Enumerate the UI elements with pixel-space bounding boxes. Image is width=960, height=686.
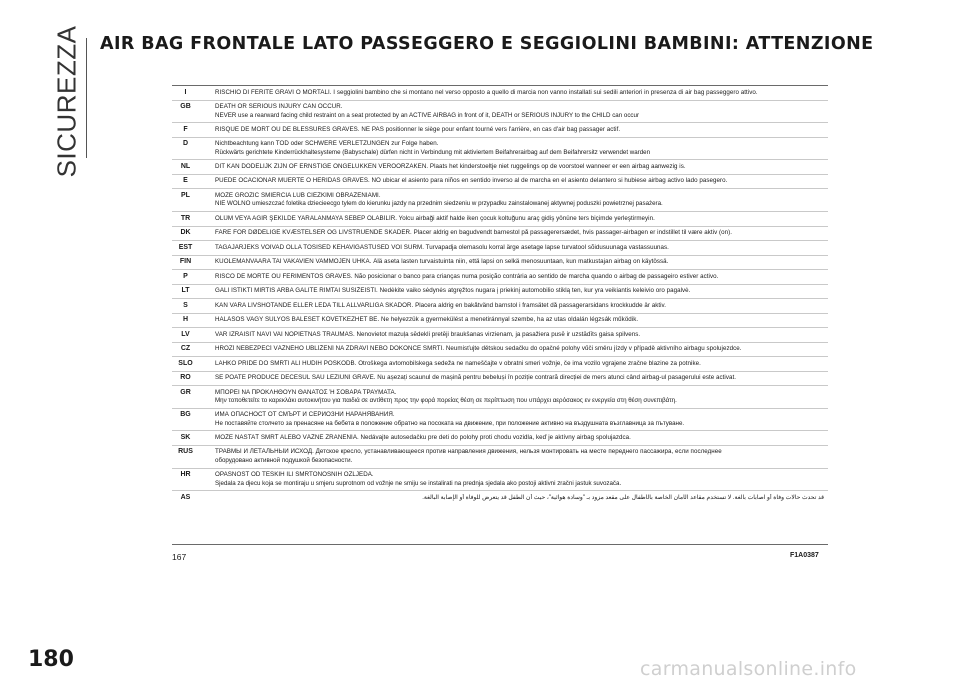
warning-row bbox=[172, 299, 828, 314]
warning-line: FARE FOR DØDELIGE KVÆSTELSER OG LIVSTRUENDE SKADER. Placer aldrig en bagudvendt barnestol på passagerersædet, hvis passager-airbagen er indstillet til være aktiv (on). bbox=[215, 229, 732, 237]
warning-row bbox=[172, 469, 828, 492]
warning-text bbox=[199, 177, 828, 186]
warning-text bbox=[199, 302, 828, 311]
warning-line: NIE WOLNO umieszczać foletika dziecieecgo tylem do kierunku jazdy na przednim siedzeniu w przypadku zainstalowanej aktywnej poduszki powietrznej pasażera. bbox=[215, 200, 663, 208]
language-code: D bbox=[182, 140, 189, 148]
warning-text bbox=[199, 215, 828, 224]
language-code: AS bbox=[180, 493, 191, 501]
warning-text bbox=[199, 389, 828, 406]
warning-line: DIT KAN DODELIJK ZIJN OF ERNSTIGE ONGELUKKEN VEROORZAKEN. Plaats het kinderstoeltje niet ruggelings op de voorstoel wanneer er een airbag aanwezig is. bbox=[215, 162, 686, 170]
language-code: S bbox=[183, 301, 188, 309]
warning-line: ÖLÜM VEYA AĞIR ŞEKİLDE YARALANMAYA SEBEP OLABİLİR. Yolcu airbaği aktif halde iken çocuk koltuğunu araç gidiş yönüne ters biçimde yerleştirmeyin. bbox=[215, 214, 655, 222]
warning-text bbox=[199, 163, 828, 172]
warning-line: RISQUE DE MORT OU DE BLESSURES GRAVES. NE PAS positionner le siège pour enfant tourné vers l'arrière, en cas d'air bag passager actif. bbox=[215, 125, 621, 133]
warning-text bbox=[199, 471, 828, 488]
warning-line: HALÁSOS VAGY SÚLYOS BALESET KÖVETKEZHET BE. Ne helyezzük a gyermekülést a menetiránnyal szembe, ha az utas oldalán légzsák működik. bbox=[215, 316, 639, 324]
warning-text bbox=[199, 494, 828, 503]
warning-row bbox=[172, 386, 828, 409]
language-code: DK bbox=[180, 229, 191, 237]
warning-line: KAN VARA LIVSHOTANDE ELLER LEDA TILL ALLVARLIGA SKADOR. Placera aldrig en bakåtvänd barnstol i framsätet då passagerarsidans krockkudde är aktiv. bbox=[215, 301, 667, 309]
language-code: RUS bbox=[178, 448, 193, 456]
language-code: GB bbox=[180, 103, 191, 110]
language-code: EST bbox=[178, 243, 193, 251]
warning-text bbox=[199, 244, 828, 253]
warning-text bbox=[199, 258, 828, 267]
warning-row bbox=[172, 409, 828, 432]
language-code: NL bbox=[180, 162, 191, 170]
warning-line: ΜΠΟΡΕΙ ΝΑ ΠΡΟΚΛΗΘΟΥΝ ΘΑΝΑΤΟΣ Ή ΣΟΒΑΡΑ ΤΡΑΥΜΑΤΑ. bbox=[215, 388, 397, 396]
warning-row bbox=[172, 212, 828, 227]
warning-row bbox=[172, 241, 828, 256]
warning-line: Sjedala za djecu koja se montiraju u smjeru suprotnom od vožnje ne smiju se instalirati na prednja sjedala ako postoji aktivni zračni jastuk suvozača. bbox=[215, 479, 622, 487]
warning-row bbox=[172, 343, 828, 358]
language-code: E bbox=[183, 177, 188, 185]
warning-line: MOŻE GROZIĆ ŚMIERCIA LUB CIEŻKIMI OBRAŻENIAMI. bbox=[215, 191, 381, 199]
warning-line: GALI IŠTIKTI MIRTIS ARBA GALITE RIMTAI SUSIŽEISTI. Nedėkite vaiko sėdynės atgręžtos nugara į priekinį automobilio stiklą ten, kur yra veikiantis keleivio oro pagalvė. bbox=[215, 287, 691, 295]
warning-row bbox=[172, 138, 828, 161]
warning-line: OPASNOST OD TEŠKIH ILI SMRTONOSNIH OZLJEDA. bbox=[215, 471, 374, 479]
language-code: TR bbox=[180, 214, 191, 222]
warning-text bbox=[199, 374, 828, 383]
language-code: I bbox=[184, 88, 187, 96]
warning-line: Nichtbeachtung kann TOD oder SCHWERE VERLETZUNGEN zur Folge haben. bbox=[215, 140, 439, 148]
warning-row bbox=[172, 491, 828, 506]
section-label bbox=[47, 25, 87, 177]
language-code: RO bbox=[180, 374, 191, 382]
warning-row bbox=[172, 357, 828, 372]
warning-text bbox=[199, 316, 828, 325]
warning-label-figure bbox=[172, 85, 828, 545]
language-code: LT bbox=[181, 287, 190, 295]
warning-text bbox=[199, 345, 828, 354]
warning-text bbox=[199, 448, 828, 465]
warning-row bbox=[172, 314, 828, 329]
language-code: CZ bbox=[180, 345, 191, 353]
warning-row bbox=[172, 101, 828, 124]
warning-row bbox=[172, 189, 828, 212]
warning-text bbox=[199, 273, 828, 282]
language-code: BG bbox=[180, 411, 191, 419]
warning-line: MÔŽE NASTAŤ SMRŤ ALEBO VÁŽNE ZRANENIA. Nedávajte autosedačku pre deti do polohy proti chodu vozidla, keď je aktívny airbag spolujazdca. bbox=[215, 433, 631, 441]
warning-row bbox=[172, 160, 828, 175]
warning-line: Rückwärts gerichtete Kinderrückhaltesysteme (Babyschale) dürfen nicht in Verbindung mit aktiviertem Beifahrerairbag auf dem Beifahrersitz verwendet warden bbox=[215, 148, 651, 156]
language-code: SK bbox=[180, 433, 191, 441]
warning-line: RISCO DE MORTE OU FERIMENTOS GRAVES. Não posicionar o banco para crianças numa posição contrária ao sentido de marcha quando o airbag de passageiro estiver activo. bbox=[215, 272, 719, 280]
warning-line: ИМА ОПАСНОСТ ОТ СМЪРТ И СЕРИОЗНИ НАРАНЯВАНИЯ. bbox=[215, 411, 395, 419]
page-title: AIR BAG FRONTALE LATO PASSEGGERO E SEGGIOLINI BAMBINI: ATTENZIONE bbox=[100, 34, 874, 54]
warning-row bbox=[172, 431, 828, 446]
language-code: H bbox=[182, 316, 189, 324]
page-number: 180 bbox=[28, 647, 74, 672]
warning-text bbox=[199, 192, 828, 209]
language-code: SLO bbox=[178, 359, 193, 367]
warning-line: LAHKO PRIDE DO SMRTI ALI HUDIH POŠKODB. Otroškega avtomobilskega sedeža ne nameščajte v obratni smeri vožnje, če ima vozilo vgrajene zračne blazine za potnike. bbox=[215, 359, 701, 367]
warning-line: оборудовано активной подушкой безопасности. bbox=[215, 457, 353, 465]
section-divider bbox=[86, 38, 87, 158]
language-code: LV bbox=[181, 330, 190, 338]
warning-row bbox=[172, 123, 828, 138]
warning-line: Μην τοποθετείτε το καρεκλάκι αυτοκινήτου για παιδιά σε αντίθετη προς την φορά πορείας θέση σε περίπτωση που υπάρχει αερόσακος εν ενεργεία στη θέση συνεπιβάτη. bbox=[215, 397, 677, 405]
section-label-text: SICUREZZA bbox=[51, 25, 82, 177]
figure-code: F1A0387 bbox=[790, 552, 819, 559]
warning-line: Не поставяйте столчето за пренасяне на бебета в положение обратно на посоката на движение, при положение активно на въздушната възглавница за пътуване. bbox=[215, 419, 685, 427]
warning-line: DEATH OR SERIOUS INJURY CAN OCCUR. bbox=[215, 103, 343, 110]
warning-line: NEVER use a rearward facing child restraint on a seat protected by an ACTIVE AIRBAG in front of it, DEATH or SERIOUS INJURY to the CHILD can occur bbox=[215, 111, 640, 119]
warning-line: KUOLEMANVAARA TAI VAKAVIEN VAMMOJEN UHKA. Älä aseta lasten turvaistuinta niin, että lapsi on selkä menosuuntaan, kun matkustajan airbag on käytössä. bbox=[215, 258, 669, 266]
figure-number: 167 bbox=[172, 552, 187, 562]
warning-line: ТРАВМЫ И ЛЕТАЛЬНЫЙ ИСХОД. Детское кресло, устанавливающееся против направления движения, нельзя монтировать на месте переднего пассажира, если последнее bbox=[215, 448, 722, 456]
language-code: FIN bbox=[179, 258, 192, 266]
warning-row bbox=[172, 372, 828, 387]
warning-text bbox=[199, 229, 828, 238]
warning-line: HROZÍ NEBEZPEČÍ VÁŽNÉHO UBLÍŽENÍ NA ZDRAVÍ NEBO DOKONCE SMRTI. Neumisťujte dětskou sedačku do opačné polohy vůči směru jízdy v případě aktivního airbagu spolujezdce. bbox=[215, 345, 742, 353]
warning-text bbox=[199, 331, 828, 340]
watermark: carmanualsonline.info bbox=[640, 658, 857, 680]
warning-row bbox=[172, 175, 828, 190]
language-code: F bbox=[183, 125, 188, 133]
warning-line: VAR IZRAISĪT NĀVI VAI NOPIETNAS TRAUMAS. Nenovietot mazuļa sēdekli pretēji braukšanas virzienam, ja pasažiera pusē ir uzstādīts gaisa spilvens. bbox=[215, 330, 641, 338]
warning-text bbox=[199, 434, 828, 443]
warning-row bbox=[172, 227, 828, 242]
warning-row bbox=[172, 328, 828, 343]
warning-line: RISCHIO DI FERITE GRAVI O MORTALI. I seggiolini bambino che si montano nel verso opposto a quello di marcia non vanno installati sui sedili anteriori in presenza di air bag passeggero attivo. bbox=[215, 88, 758, 96]
warning-text bbox=[199, 126, 828, 135]
language-code: P bbox=[183, 272, 188, 280]
warning-row bbox=[172, 446, 828, 469]
warning-line: TAGAJÄRJEKS VÕIVAD OLLA TÕSISED KEHAVIGASTUSED VÕI SURM. Turvapadja olemasolu korral ärge asetage lapse turvatool sõidusuunaga vastassuunas. bbox=[215, 243, 669, 251]
warning-row bbox=[172, 285, 828, 300]
warning-row bbox=[172, 256, 828, 271]
warning-row bbox=[172, 270, 828, 285]
warning-row bbox=[172, 86, 828, 101]
warning-text bbox=[199, 140, 828, 157]
warning-text bbox=[199, 360, 828, 369]
language-code: HR bbox=[180, 471, 191, 479]
language-code: PL bbox=[181, 191, 190, 199]
warning-text bbox=[199, 89, 828, 98]
warning-text bbox=[199, 287, 828, 296]
warning-line: قد تحدث حالات وفاة أو اصابات بالغة. لا تستخدم مقاعد الأمان الخاصة بالأطفال على مقعد مزود بـ "وسادة هوائية"، حيث أن الطفل قد يتعرض للوفاة أو الإصابة البالغة. bbox=[422, 494, 824, 501]
warning-text bbox=[199, 411, 828, 428]
warning-line: PUEDE OCACIONAR MUERTE O HERIDAS GRAVES. NO ubicar el asiento para niños en sentido inverso al de marcha en el asiento delantero si hubiese airbag activo lado pasegero. bbox=[215, 177, 728, 185]
warning-text bbox=[199, 103, 828, 120]
language-code: GR bbox=[180, 388, 191, 396]
warning-line: SE POATE PRODUCE DECESUL SAU LEZIUNI GRAVE. Nu așezați scaunul de mașină pentru bebeluși în poziție contrară direcției de mers atunci când airbag-ul pasagerului este activat. bbox=[215, 374, 737, 382]
